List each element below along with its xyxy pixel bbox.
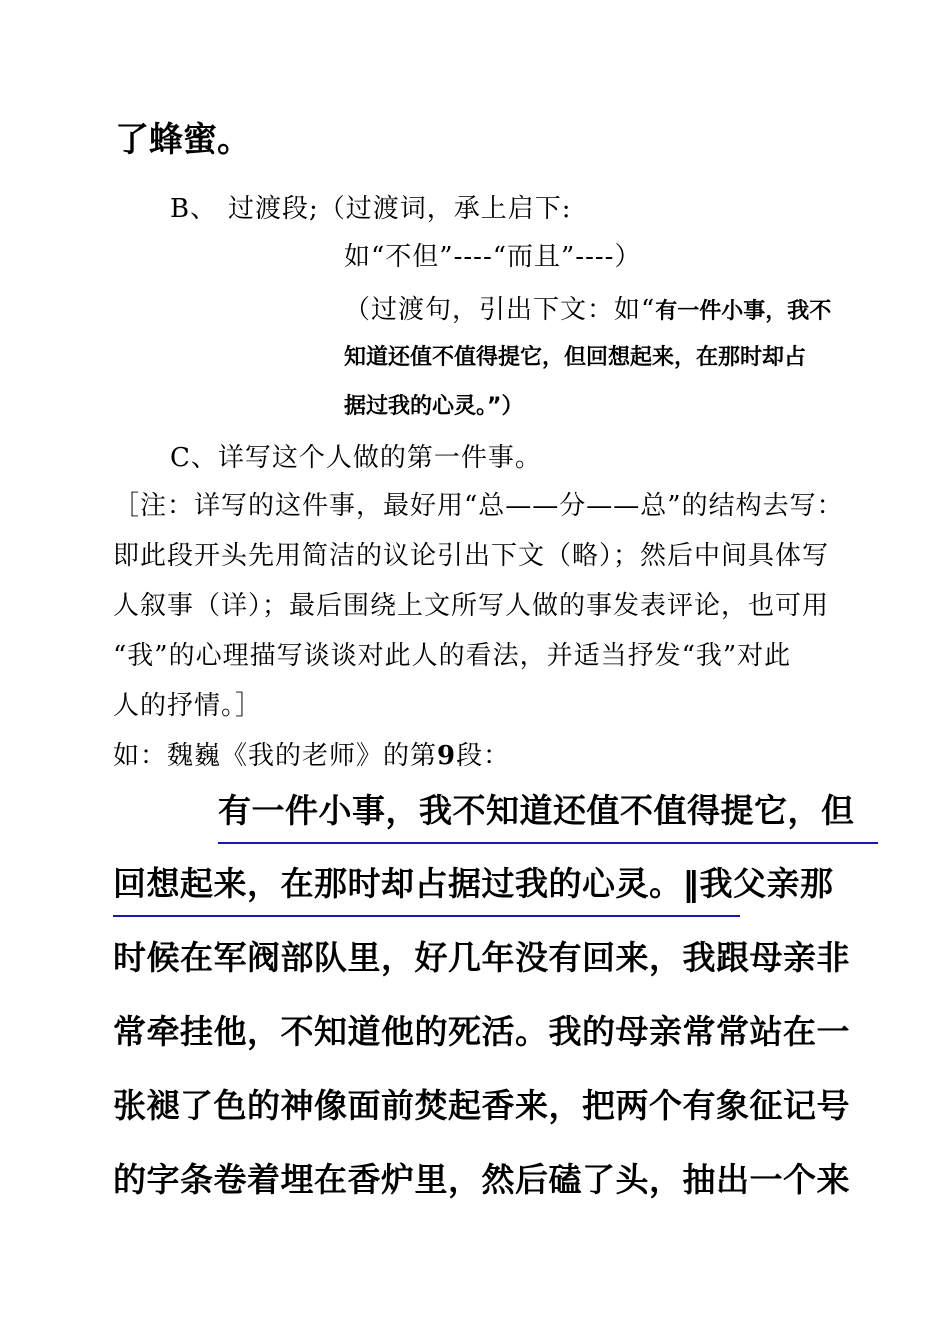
- excerpt-line-4: 常牵挂他，不知道他的死活。我的母亲常常站在一: [113, 1012, 850, 1051]
- excerpt-line-1: 有一件小事，我不知道还值不值得提它，但: [218, 791, 855, 830]
- section-b-sentence-line3: 据过我的心灵。”）: [344, 394, 524, 419]
- section-b-sentence-line1: [344, 289, 831, 326]
- top-line: 了蜂蜜。: [115, 120, 251, 160]
- excerpt-underline-1: [218, 842, 878, 844]
- excerpt-line-3: 时候在军阀部队里，好几年没有回来，我跟母亲非: [113, 938, 850, 977]
- section-b-sentence-line2: 知道还值不值得提它，但回想起来，在那时却占: [344, 345, 807, 370]
- section-b-example-words: 如“不但”----“而且”----）: [344, 242, 642, 272]
- note-line-2: 即此段开头先用简洁的议论引出下文（略）；然后中间具体写: [113, 541, 830, 571]
- sentence-prefix: （过渡句，引出下文：如“: [344, 295, 656, 325]
- note-line-3: 人叙事（详）；最后围绕上文所写人做的事发表评论，也可用: [113, 591, 830, 621]
- section-b-marker: B、: [170, 194, 218, 224]
- example-intro-prefix: 如：魏巍《我的老师》的第: [113, 741, 438, 771]
- note-line-5: 人的抒情。］: [113, 691, 263, 721]
- note-line-1: ［注：详写的这件事，最好用“总——分——总”的结构去写：: [113, 491, 844, 521]
- excerpt-line-2: 回想起来，在那时却占据过我的心灵。‖我父亲那: [113, 864, 834, 903]
- example-intro: [113, 735, 510, 772]
- excerpt-underline-2: [113, 915, 740, 917]
- section-c-title: C、详写这个人做的第一件事。: [170, 443, 542, 473]
- sentence-part1: 有一件小事，我不: [655, 299, 832, 324]
- excerpt-line-6: 的字条卷着埋在香炉里，然后磕了头，抽出一个来: [113, 1160, 850, 1199]
- example-intro-suffix: 段：: [456, 741, 511, 771]
- section-b-title: 过渡段;（过渡词，承上启下:: [228, 194, 572, 224]
- example-intro-number: 9: [437, 741, 457, 771]
- note-line-4: “我”的心理描写谈谈对此人的看法，并适当抒发“我”对此: [113, 641, 792, 671]
- excerpt-line-5: 张褪了色的神像面前焚起香来，把两个有象征记号: [113, 1086, 850, 1125]
